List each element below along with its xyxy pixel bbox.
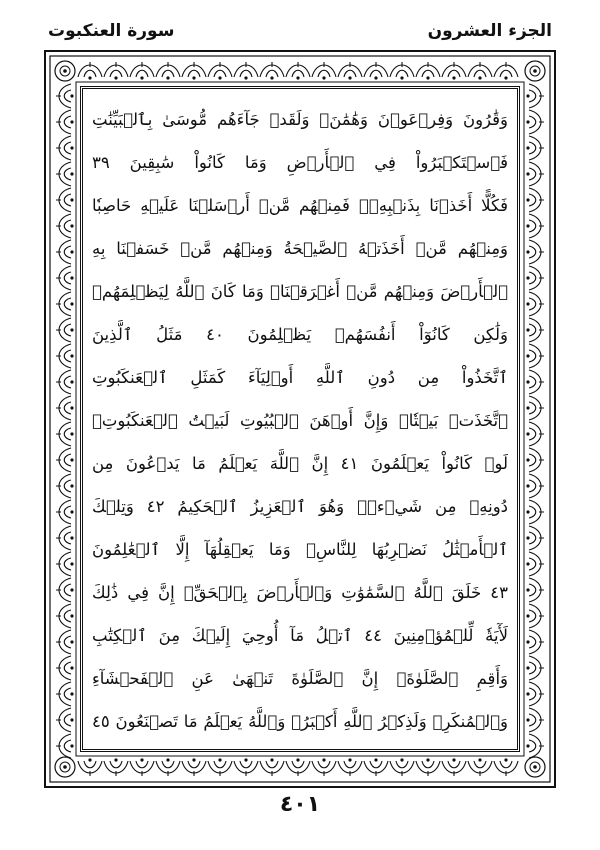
frame-motif bbox=[416, 758, 440, 776]
frame-motif bbox=[526, 370, 544, 394]
juz-title: الجزء العشرون bbox=[427, 21, 552, 41]
frame-motif bbox=[286, 758, 310, 776]
text-line: وَلَٰكِن كَانُوٓاْ أَنفُسَهُمۡ يَظۡلِمُونَ ٤٠ مَثَلُ ٱلَّذِينَ bbox=[92, 325, 508, 344]
frame-motif bbox=[56, 474, 74, 498]
frame-motif bbox=[56, 214, 74, 238]
frame-motif bbox=[442, 62, 466, 80]
page-header bbox=[48, 14, 552, 48]
frame-motif bbox=[533, 69, 537, 73]
frame-motif bbox=[526, 500, 544, 524]
frame-motif bbox=[56, 630, 74, 654]
frame-motif bbox=[56, 682, 74, 706]
frame-motif bbox=[390, 758, 414, 776]
frame-motif bbox=[234, 758, 258, 776]
frame-motif bbox=[526, 734, 544, 758]
text-line: وَمِنۡهُم مَّنۡ أَخَذَتۡهُ ٱلصَّيۡحَةُ وَمِنۡهُم مَّنۡ خَسَفۡنَا بِهِ bbox=[92, 239, 508, 258]
frame-motif bbox=[56, 526, 74, 550]
frame-motif bbox=[286, 62, 310, 80]
frame-motif bbox=[526, 214, 544, 238]
frame-motif bbox=[312, 62, 336, 80]
frame-motif bbox=[208, 62, 232, 80]
text-line: لَوۡ كَانُواْ يَعۡلَمُونَ ٤١ إِنَّ ٱللَّهَ يَعۡلَمُ مَا يَدۡعُونَ مِن bbox=[92, 454, 508, 473]
frame-motif bbox=[533, 765, 537, 769]
text-line: فَٱسۡتَكۡبَرُواْ فِي ٱلۡأَرۡضِ وَمَا كَانُواْ سَٰبِقِينَ ٣٩ bbox=[92, 153, 508, 172]
surah-title: سورة العنكبوت bbox=[48, 21, 175, 41]
frame-motif bbox=[234, 62, 258, 80]
frame-motif bbox=[526, 162, 544, 186]
frame-motif bbox=[364, 758, 388, 776]
text-line: وَقَٰرُونَ وَفِرۡعَوۡنَ وَهَٰمَٰنَۖ وَلَقَدۡ جَآءَهُم مُّوسَىٰ بِٱلۡبَيِّنَٰتِ bbox=[92, 110, 508, 129]
text-line: لَأٓيَةٗ لِّلۡمُؤۡمِنِينَ ٤٤ ٱتۡلُ مَآ أُوحِيَ إِلَيۡكَ مِنَ ٱلۡكِتَٰبِ bbox=[92, 626, 508, 645]
frame-motif bbox=[526, 266, 544, 290]
frame-motif bbox=[526, 318, 544, 342]
frame-motif bbox=[526, 110, 544, 134]
frame-motif bbox=[56, 552, 74, 576]
frame-motif bbox=[56, 188, 74, 212]
frame-motif bbox=[182, 62, 206, 80]
frame-motif bbox=[526, 474, 544, 498]
frame-motif bbox=[526, 552, 544, 576]
verse-text-area bbox=[92, 100, 508, 742]
page-number: ٤٠١ bbox=[279, 792, 321, 817]
text-line: ٱلۡأَمۡثَٰلُ نَضۡرِبُهَا لِلنَّاسِۖ وَمَا يَعۡقِلُهَآ إِلَّا ٱلۡعَٰلِمُونَ bbox=[92, 540, 508, 559]
frame-motif bbox=[260, 62, 284, 80]
frame-motif bbox=[56, 370, 74, 394]
frame-motif bbox=[526, 604, 544, 628]
frame-motif bbox=[526, 84, 544, 108]
text-line: ٱتَّخَذُواْ مِن دُونِ ٱللَّهِ أَوۡلِيَآءَ كَمَثَلِ ٱلۡعَنكَبُوتِ bbox=[92, 368, 508, 387]
frame-motif bbox=[526, 656, 544, 680]
text-line: ٱلۡأَرۡضَ وَمِنۡهُم مَّنۡ أَغۡرَقۡنَاۚ وَمَا كَانَ ٱللَّهُ لِيَظۡلِمَهُمۡ bbox=[92, 282, 508, 301]
frame-motif bbox=[56, 162, 74, 186]
frame-motif bbox=[63, 69, 67, 73]
frame-motif bbox=[526, 448, 544, 472]
frame-motif bbox=[390, 62, 414, 80]
frame-motif bbox=[56, 292, 74, 316]
frame-motif bbox=[156, 758, 180, 776]
frame-motif bbox=[416, 62, 440, 80]
frame-motif bbox=[526, 708, 544, 732]
frame-motif bbox=[526, 422, 544, 446]
frame-motif bbox=[526, 396, 544, 420]
frame-motif bbox=[56, 344, 74, 368]
frame-motif bbox=[56, 84, 74, 108]
frame-motif bbox=[130, 758, 154, 776]
frame-motif bbox=[468, 62, 492, 80]
frame-motif bbox=[338, 758, 362, 776]
frame-motif bbox=[468, 758, 492, 776]
frame-motif bbox=[494, 758, 518, 776]
frame-motif bbox=[56, 266, 74, 290]
frame-motif bbox=[526, 682, 544, 706]
frame-motif bbox=[494, 62, 518, 80]
frame-motif bbox=[312, 758, 336, 776]
frame-motif bbox=[56, 500, 74, 524]
frame-motif bbox=[78, 62, 102, 80]
frame-motif bbox=[442, 758, 466, 776]
frame-motif bbox=[56, 734, 74, 758]
frame-motif bbox=[526, 578, 544, 602]
frame-motif bbox=[56, 318, 74, 342]
text-line: دُونِهِۦ مِن شَيۡءٖۚ وَهُوَ ٱلۡعَزِيزُ ٱلۡحَكِيمُ ٤٢ وَتِلۡكَ bbox=[92, 497, 508, 516]
frame-motif bbox=[104, 758, 128, 776]
ornamental-frame bbox=[44, 50, 556, 788]
frame-motif bbox=[526, 188, 544, 212]
text-line: وَٱلۡمُنكَرِۗ وَلَذِكۡرُ ٱللَّهِ أَكۡبَرُۗ وَٱللَّهُ يَعۡلَمُ مَا تَصۡنَعُونَ ٤٥ bbox=[92, 712, 508, 731]
frame-motif bbox=[364, 62, 388, 80]
frame-motif bbox=[56, 604, 74, 628]
frame-motif bbox=[526, 630, 544, 654]
frame-motif bbox=[260, 758, 284, 776]
frame-motif bbox=[56, 136, 74, 160]
frame-motif bbox=[56, 656, 74, 680]
frame-motif bbox=[526, 526, 544, 550]
frame-motif bbox=[56, 422, 74, 446]
frame-motif bbox=[130, 62, 154, 80]
frame-motif bbox=[104, 62, 128, 80]
text-line: فَكُلًّا أَخَذۡنَا بِذَنۢبِهِۦۖ فَمِنۡهُم مَّنۡ أَرۡسَلۡنَا عَلَيۡهِ حَاصِبٗا bbox=[92, 196, 508, 215]
frame-motif bbox=[526, 240, 544, 264]
text-line: ٤٣ خَلَقَ ٱللَّهُ ٱلسَّمَٰوَٰتِ وَٱلۡأَرۡضَ بِٱلۡحَقِّۚ إِنَّ فِي ذَٰلِكَ bbox=[92, 583, 508, 602]
frame-motif bbox=[526, 344, 544, 368]
frame-motif bbox=[56, 396, 74, 420]
text-line: وَأَقِمِ ٱلصَّلَوٰةَۖ إِنَّ ٱلصَّلَوٰةَ تَنۡهَىٰ عَنِ ٱلۡفَحۡشَآءِ bbox=[92, 669, 508, 688]
frame-motif bbox=[56, 578, 74, 602]
frame-motif bbox=[526, 292, 544, 316]
text-line: ٱتَّخَذَتۡ بَيۡتٗاۖ وَإِنَّ أَوۡهَنَ ٱلۡبُيُوتِ لَبَيۡتُ ٱلۡعَنكَبُوتِۚ bbox=[92, 411, 508, 430]
frame-motif bbox=[526, 136, 544, 160]
frame-motif bbox=[78, 758, 102, 776]
frame-motif bbox=[182, 758, 206, 776]
frame-motif bbox=[56, 448, 74, 472]
frame-motif bbox=[338, 62, 362, 80]
frame-motif bbox=[56, 110, 74, 134]
frame-motif bbox=[156, 62, 180, 80]
frame-motif bbox=[208, 758, 232, 776]
frame-motif bbox=[63, 765, 67, 769]
frame-motif bbox=[56, 708, 74, 732]
frame-motif bbox=[56, 240, 74, 264]
